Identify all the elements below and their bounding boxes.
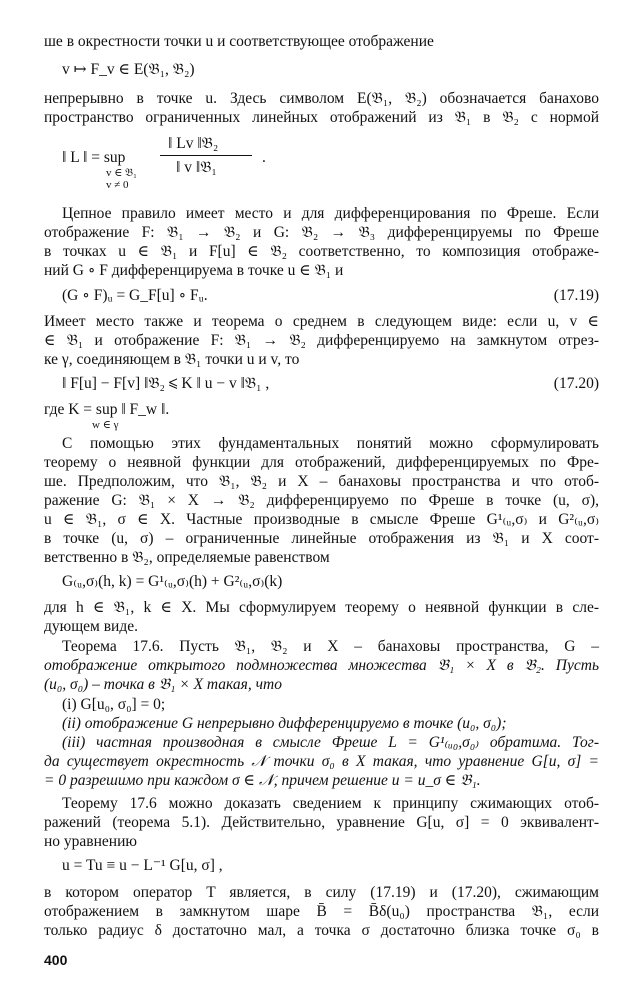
text-line: но уравнению bbox=[44, 833, 137, 850]
text-line: Цепное правило имеет место и для дифференцирования по Фреше. Если bbox=[62, 205, 599, 222]
text-line: только радиус δ достаточно мал, а точка σ достаточно близка точке σ₀ в bbox=[44, 922, 599, 939]
text-line: в котором оператор T является, в силу (17.19) и (17.20), сжимающим bbox=[44, 884, 599, 901]
formula-k-sub: w ∈ γ bbox=[92, 419, 119, 431]
text-line: непрерывно в точке u. Здесь символом E(𝔅₁, 𝔅₂) обозначается банахово bbox=[44, 90, 599, 107]
norm-numerator: ‖ Lv ‖𝔅₂ bbox=[168, 135, 219, 152]
text-line: Теорему 17.6 можно доказать сведением к принципу сжимающих отоб- bbox=[62, 795, 599, 812]
norm-denominator: ‖ v ‖𝔅₁ bbox=[176, 159, 217, 176]
formula-partial: G₍ᵤ,σ₎(h, k) = G¹₍ᵤ,σ₎(h) + G²₍ᵤ,σ₎(k) bbox=[62, 573, 283, 590]
text-line: в точке (u, σ) – ограниченные линейные отображения из 𝔅₁ и X соот- bbox=[44, 530, 599, 547]
text-line: в точках u ∈ 𝔅₁ и F[u] ∈ 𝔅₂ соответственно, то композиция отображе- bbox=[44, 243, 599, 260]
text-line: ше. Предположим, что 𝔅₁, 𝔅₂ и X – банаховы пространства и что отоб- bbox=[44, 473, 599, 490]
theorem-line: (i) G[u₀, σ₀] = 0; bbox=[62, 696, 166, 713]
theorem-line: (u₀, σ₀) – точка в 𝔅₁ × X такая, что bbox=[44, 676, 282, 693]
formula-mean: ‖ F[u] − F[v] ‖𝔅₂ ⩽ K ‖ u − v ‖𝔅₁ , bbox=[62, 375, 270, 392]
text-line: ний G ∘ F дифференцируема в точке u ∈ 𝔅₁ и bbox=[44, 262, 344, 279]
norm-end: . bbox=[262, 149, 266, 166]
norm-condition: v ≠ 0 bbox=[106, 179, 129, 191]
theorem-line: = 0 разрешимо при каждом σ ∈ 𝒩, причем решение u = u_σ ∈ 𝔅₁. bbox=[44, 772, 481, 789]
theorem-line: (ii) отображение G непрерывно дифференцируемо в точке (u₀, σ₀); bbox=[62, 715, 507, 732]
text-line: u ∈ 𝔅₁, σ ∈ X. Частные производные в смысле Фреше G¹₍ᵤ,σ₎ и G²₍ᵤ,σ₎ bbox=[44, 511, 599, 528]
text-line: теорему о неявной функции для отображений, дифференцируемых по Фре- bbox=[44, 454, 599, 471]
text-line: отображение F: 𝔅₁ → 𝔅₂ и G: 𝔅₂ → 𝔅₃ дифференцируемы по Фреше bbox=[44, 224, 599, 241]
equation-number: (17.20) bbox=[553, 375, 599, 392]
theorem-line: (iii) частная производная в смысле Фреше L = G¹₍ᵤ₀,σ₀₎ обратима. Тог- bbox=[62, 734, 599, 751]
formula-fixed-point: u = Tu ≡ u − L⁻¹ G[u, σ] , bbox=[62, 857, 223, 874]
formula-chain: (G ∘ F)ᵤ = G_F[u] ∘ Fᵤ. bbox=[62, 287, 208, 304]
text-line: ветственно в 𝔅₂, определяемые равенством bbox=[44, 549, 330, 566]
formula-k-def: где K = sup ‖ F_w ‖. bbox=[44, 401, 170, 418]
text-line: ке γ, соединяющем в 𝔅₁ точки u и v, то bbox=[44, 351, 300, 368]
text-line: ше в окрестности точки u и соответствующее отображение bbox=[44, 33, 434, 50]
norm-condition: v ∈ 𝔅₁ bbox=[106, 167, 137, 179]
page-number: 400 bbox=[44, 952, 68, 968]
text-line: ражений (теорема 5.1). Действительно, уравнение G[u, σ] = 0 эквивалент- bbox=[44, 814, 599, 831]
theorem-line: отображение открытого подмножества множества 𝔅₁ × X в 𝔅₂. Пусть bbox=[44, 657, 599, 674]
text-line: дующем виде. bbox=[44, 618, 138, 635]
text-line: С помощью этих фундаментальных понятий можно сформулировать bbox=[62, 435, 599, 452]
norm-lhs: ‖ L ‖ = sup bbox=[62, 149, 126, 166]
text-line: для h ∈ 𝔅₁, k ∈ X. Мы сформулируем теорему о неявной функции в сле- bbox=[44, 599, 599, 616]
text-line: ∈ 𝔅₁ и отображение F: 𝔅₁ → 𝔅₂ дифференцируемо на замкнутом отрез- bbox=[44, 332, 599, 349]
text-line: пространство ограниченных линейных отображений из 𝔅₁ в 𝔅₂ с нормой bbox=[44, 109, 599, 126]
equation-number: (17.19) bbox=[553, 287, 599, 304]
theorem-line: да существует окрестность 𝒩 точки σ₀ в X такая, что уравнение G[u, σ] = bbox=[44, 753, 599, 770]
text-line: ражение G: 𝔅₁ × X → 𝔅₂ дифференцируемо по Фреше в точке (u, σ), bbox=[44, 492, 599, 509]
fraction-bar bbox=[160, 155, 252, 156]
formula-map: v ↦ F_v ∈ E(𝔅₁, 𝔅₂) bbox=[62, 61, 195, 78]
theorem-line: Теорема 17.6. Пусть 𝔅₁, 𝔅₂ и X – банаховы пространства, G – bbox=[62, 638, 599, 655]
text-line: Имеет место также и теорема о среднем в следующем виде: если u, v ∈ bbox=[44, 313, 599, 330]
text-line: отображением в замкнутом шаре B̄ = B̄δ(u₀) пространства 𝔅₁, если bbox=[44, 903, 599, 920]
